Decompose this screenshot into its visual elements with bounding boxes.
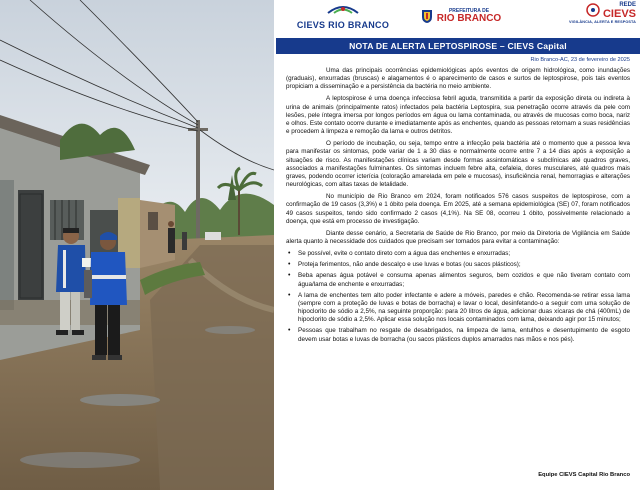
coat-of-arms-icon [421, 8, 433, 24]
paragraph: O período de incubação, ou seja, tempo entre a infecção pela bactéria até o momento que a pessoa leva para manifestar os sintomas, pode variar de 1 a 30 dias e normalmente ocorre entre 7 a 14 dias após a exposição a situações de risco. As manifestações clínicas variam desde formas assintomáticas e subclínicas até quadros graves, associados a manifestações fulminantes. Os sintomas incluem febre alta, cefaleia, dores musculares, até quadros mais graves, podendo ocorrer icterícia (coloração amarelada em pele e mucosas), insuficiência renal, hemorragias e alterações neurológicas, com altas taxas de letalidade. [286, 140, 630, 189]
cievs-logo-icon [326, 3, 360, 15]
street-photo [0, 0, 274, 490]
cievs-logo-text: CIEVS RIO BRANCO [296, 20, 390, 30]
list-item: • Se possível, evite o contato direto com a água das enchentes e enxurradas; [298, 250, 630, 258]
paragraph: Diante desse cenário, a Secretaria de Saúde de Rio Branco, por meio da Diretoria de Vigilância em Saúde alerta quanto à necessidade dos cuidados que precisam ser tomados para evitar a contaminação: [286, 229, 630, 245]
alert-document [276, 0, 640, 490]
prefeitura-label: PREFEITURA DE [448, 8, 490, 14]
signature: Equipe CIEVS Capital Rio Branco [538, 472, 630, 478]
document-title: NOTA DE ALERTA LEPTOSPIROSE – CIEVS Capital [276, 38, 640, 54]
precautions-list [286, 250, 630, 344]
rede-subtitle: VIGILÂNCIA, ALERTA E RESPOSTA [568, 20, 636, 24]
document-body [286, 67, 630, 347]
paragraph: A leptospirose é uma doença infecciosa febril aguda, transmitida a partir da exposição direta ou indireta à urina de animais (principalmente ratos) infectados pela bactéria Leptospira, sua penetração ocorre através da pele com lesões, pele íntegra imersa por longos períodos em água ou lama contaminada, ou através de mucosas como boca, nariz e olhos. Este contato ocorre durante e imediatamente após as enchentes, quando as pessoas retornam a suas residências e procedem à limpeza e remoção da lama e outros detritos. [286, 95, 630, 136]
prefeitura-city: RIO BRANCO [436, 13, 502, 24]
list-item: • Pessoas que trabalham no resgate de desabrigados, na limpeza de lama, entulhos e desentupimento de esgoto devem usar botas e luvas de borracha (ou sacos plásticos duplos amarrados nas mãos e nos pés). [298, 327, 630, 343]
document-date: Rio Branco-AC, 23 de fevereiro de 2025 [530, 57, 630, 63]
rede-cievs-logo [558, 2, 636, 24]
list-item: • Beba apenas água potável e consuma apenas alimentos seguros, bem cozidos e que não tiveram contato com água/lama de enchente e enxurradas; [298, 272, 630, 288]
header-logos [276, 0, 640, 36]
rede-label: REDE [619, 2, 636, 8]
rede-cievs-label: CIEVS [602, 8, 636, 20]
list-item: • Proteja ferimentos, não ande descalço e use luvas e botas (ou sacos plásticos); [298, 261, 630, 269]
list-item: • A lama de enchentes tem alto poder infectante e adere a móveis, paredes e chão. Recomenda-se retirar essa lama (sempre com a proteção de luvas e botas de borracha) e lavar o local, desinfetando-o a seguir com uma solução de hipoclorito de sódio a 2,5%, na seguinte proporção: para 20 litros de água, adicionar duas xícaras de chá (400mL) de hipoclorito de sódio a 2,5%. Aplicar essa solução nos locais contaminados com lama, deixando agir por 15 minutos; [298, 292, 630, 325]
rede-cievs-logo-icon [586, 2, 600, 18]
paragraph: No município de Rio Branco em 2024, foram notificados 576 casos suspeitos de leptospirose, com a confirmação de 19 casos (3,3%) e 1 óbito pela doença. Em 2025, até a semana epidemiológica (SE) 07, foram notificados 49 casos suspeitos, tendo sido confirmado 2 casos (4,1%). Na SE 08, ocorreu 1 óbito, possivelmente relacionado a doença, que está em processo de investigação. [286, 193, 630, 225]
paragraph: Uma das principais ocorrências epidemiológicas após eventos de origem hidrológica, como inundações (graduais), enxurradas (bruscas) e alagamentos é o aparecimento de casos e surtos de leptospirose, pois tais eventos propiciam a disseminação e a persistência da bactéria no meio ambiente. [286, 67, 630, 91]
prefeitura-logo [416, 2, 506, 24]
